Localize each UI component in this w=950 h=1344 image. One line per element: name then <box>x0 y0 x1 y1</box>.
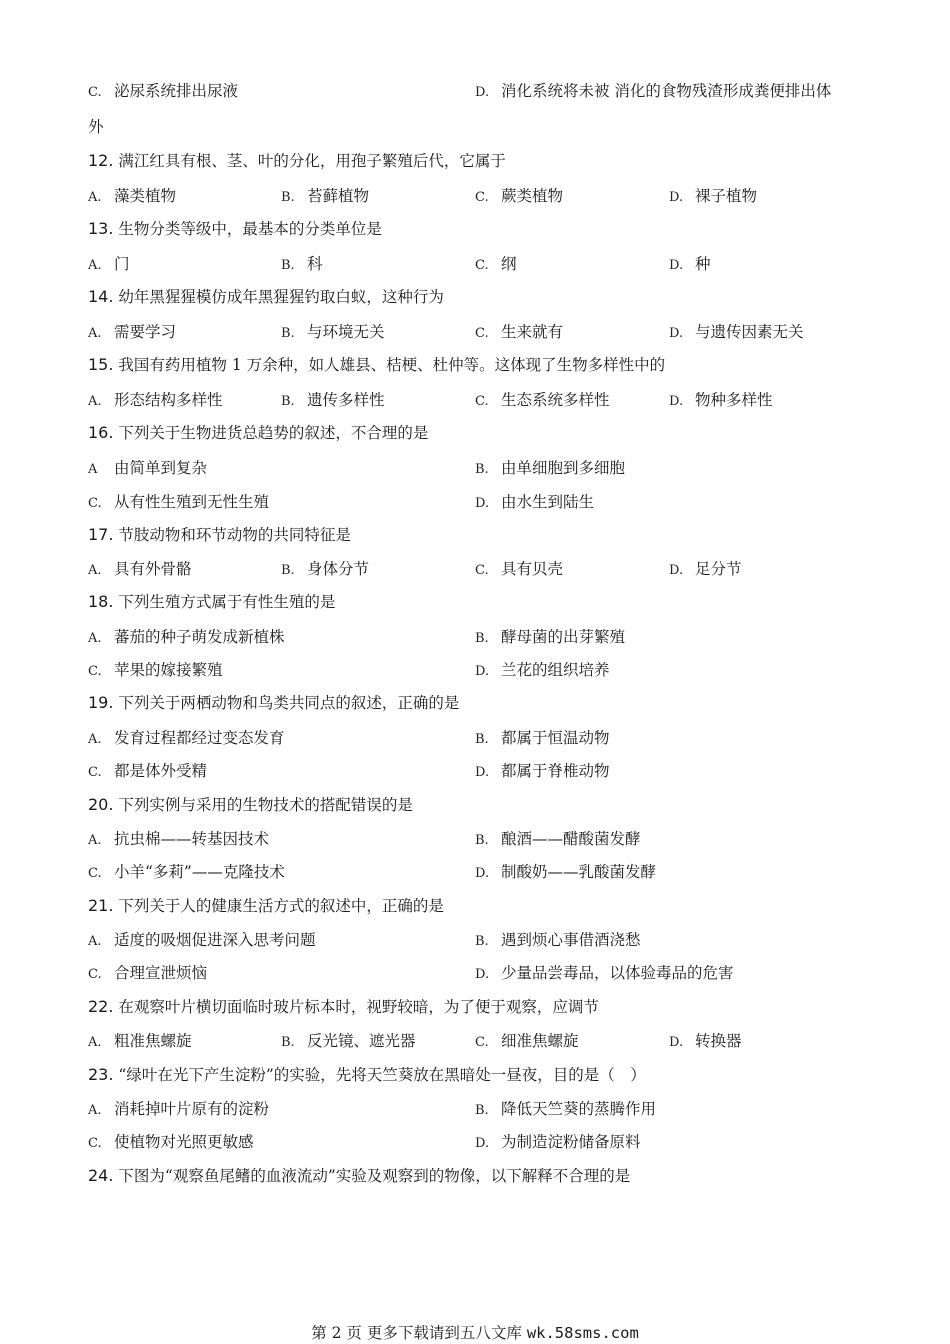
question-stem: 15. 我国有药用植物 1 万余种，如人雄县、桔梗、杜仲等。这体现了生物多样性中的 <box>88 355 666 374</box>
question-stem: 13. 生物分类等级中，最基本的分类单位是 <box>88 219 382 238</box>
option-c: C. 纲 <box>475 255 517 273</box>
option-c: C. 生态系统多样性 <box>475 391 610 409</box>
options-row <box>0 626 950 648</box>
options-row <box>0 491 950 513</box>
option-c: C. 生来就有 <box>475 323 564 341</box>
option-d: D. 裸子植物 <box>669 187 758 205</box>
option-b: B. 科 <box>281 255 323 273</box>
footer-text: 更多下载请到五八文库 <box>366 1324 522 1342</box>
option-c: C. 都是体外受精 <box>88 762 208 780</box>
option-b: B. 苔藓植物 <box>281 187 370 205</box>
options-row <box>0 1098 950 1120</box>
option-d: D. 由水生到陆生 <box>475 493 595 511</box>
options-row <box>0 185 950 207</box>
options-row <box>0 659 950 681</box>
options-row <box>0 962 950 984</box>
option-c: C. 合理宣泄烦恼 <box>88 964 208 982</box>
page-number: 第 2 页 <box>311 1324 362 1342</box>
option-b: B. 酿酒——醋酸菌发酵 <box>475 830 641 848</box>
option-c: C. 具有贝壳 <box>475 560 564 578</box>
options-row <box>0 1030 950 1052</box>
option-b: B. 由单细胞到多细胞 <box>475 459 626 477</box>
option-c: C. 从有性生殖到无性生殖 <box>88 493 270 511</box>
options-row <box>0 253 950 275</box>
option-d: D. 种 <box>669 255 711 273</box>
continuation-line: 外 <box>88 118 104 136</box>
question-stem: 24. 下图为“观察鱼尾鳍的血液流动”实验及观察到的物像，以下解释不合理的是 <box>88 1166 631 1185</box>
option-a: A. 适度的吸烟促进深入思考问题 <box>88 931 316 949</box>
options-row <box>0 861 950 883</box>
options-row <box>0 727 950 749</box>
options-row <box>0 1131 950 1153</box>
page-footer <box>0 1322 950 1344</box>
footer-link[interactable]: wk.58sms.com <box>526 1324 639 1342</box>
option-b: B. 酵母菌的出芽繁殖 <box>475 628 626 646</box>
option-b: B. 遗传多样性 <box>281 391 385 409</box>
option-a: A 由简单到复杂 <box>88 459 208 477</box>
option-d: D. 转换器 <box>669 1032 742 1050</box>
option-a: A. 粗准焦螺旋 <box>88 1032 192 1050</box>
options-row <box>0 389 950 411</box>
option-a: A. 发育过程都经过变态发育 <box>88 729 285 747</box>
option-c: C. 细准焦螺旋 <box>475 1032 579 1050</box>
options-row <box>0 558 950 580</box>
option-c: C. 小羊“多莉”——克隆技术 <box>88 863 285 881</box>
option-a: A. 门 <box>88 255 130 273</box>
option-b: B. 反光镜、遮光器 <box>281 1032 416 1050</box>
question-stem: 17. 节肢动物和环节动物的共同特征是 <box>88 525 351 544</box>
carry-options-row <box>0 80 950 102</box>
question-stem: 16. 下列关于生物进货总趋势的叙述，不合理的是 <box>88 423 429 442</box>
question-stem: 22. 在观察叶片横切面临时玻片标本时，视野较暗，为了便于观察，应调节 <box>88 997 599 1016</box>
option-c: C. 泌尿系统排出尿液 <box>88 82 239 100</box>
option-b: B. 遇到烦心事借酒浇愁 <box>475 931 641 949</box>
option-d: D. 与遗传因素无关 <box>669 323 804 341</box>
option-b: B. 身体分节 <box>281 560 370 578</box>
option-a: A. 消耗掉叶片原有的淀粉 <box>88 1100 270 1118</box>
option-a: A. 抗虫棉——转基因技术 <box>88 830 270 848</box>
question-stem: 12. 满江红具有根、茎、叶的分化，用孢子繁殖后代，它属于 <box>88 151 506 170</box>
option-b: B. 与环境无关 <box>281 323 385 341</box>
option-d: D. 物种多样性 <box>669 391 773 409</box>
question-stem: 21. 下列关于人的健康生活方式的叙述中，正确的是 <box>88 896 444 915</box>
question-stem: 14. 幼年黑猩猩模仿成年黑猩猩钓取白蚁，这种行为 <box>88 287 444 306</box>
option-a: A. 需要学习 <box>88 323 177 341</box>
option-d: D. 足分节 <box>669 560 742 578</box>
options-row <box>0 457 950 479</box>
option-a: A. 形态结构多样性 <box>88 391 223 409</box>
option-a: A. 蕃茄的种子萌发成新植株 <box>88 628 285 646</box>
option-d: D. 制酸奶——乳酸菌发酵 <box>475 863 657 881</box>
option-c: C. 蕨类植物 <box>475 187 564 205</box>
option-a: A. 藻类植物 <box>88 187 177 205</box>
options-row <box>0 929 950 951</box>
question-stem: 20. 下列实例与采用的生物技术的搭配错误的是 <box>88 795 413 814</box>
option-d: D. 为制造淀粉储备原料 <box>475 1133 641 1151</box>
option-d: D. 兰花的组织培养 <box>475 661 610 679</box>
option-c: C. 苹果的嫁接繁殖 <box>88 661 223 679</box>
option-d: D. 少量品尝毒品，以体验毒品的危害 <box>475 964 734 982</box>
options-row <box>0 828 950 850</box>
option-b: B. 降低天竺葵的蒸腾作用 <box>475 1100 657 1118</box>
option-c: C. 使植物对光照更敏感 <box>88 1133 254 1151</box>
question-stem: 19. 下列关于两栖动物和鸟类共同点的叙述，正确的是 <box>88 693 460 712</box>
option-d: D. 消化系统将未被 消化的食物残渣形成粪便排出体 <box>475 82 832 100</box>
option-d: D. 都属于脊椎动物 <box>475 762 610 780</box>
question-stem: 18. 下列生殖方式属于有性生殖的是 <box>88 592 336 611</box>
option-a: A. 具有外骨骼 <box>88 560 192 578</box>
options-row <box>0 760 950 782</box>
question-stem: 23. “绿叶在光下产生淀粉”的实验，先将天竺葵放在黑暗处一昼夜，目的是（ ） <box>88 1065 646 1084</box>
options-row <box>0 321 950 343</box>
option-b: B. 都属于恒温动物 <box>475 729 610 747</box>
